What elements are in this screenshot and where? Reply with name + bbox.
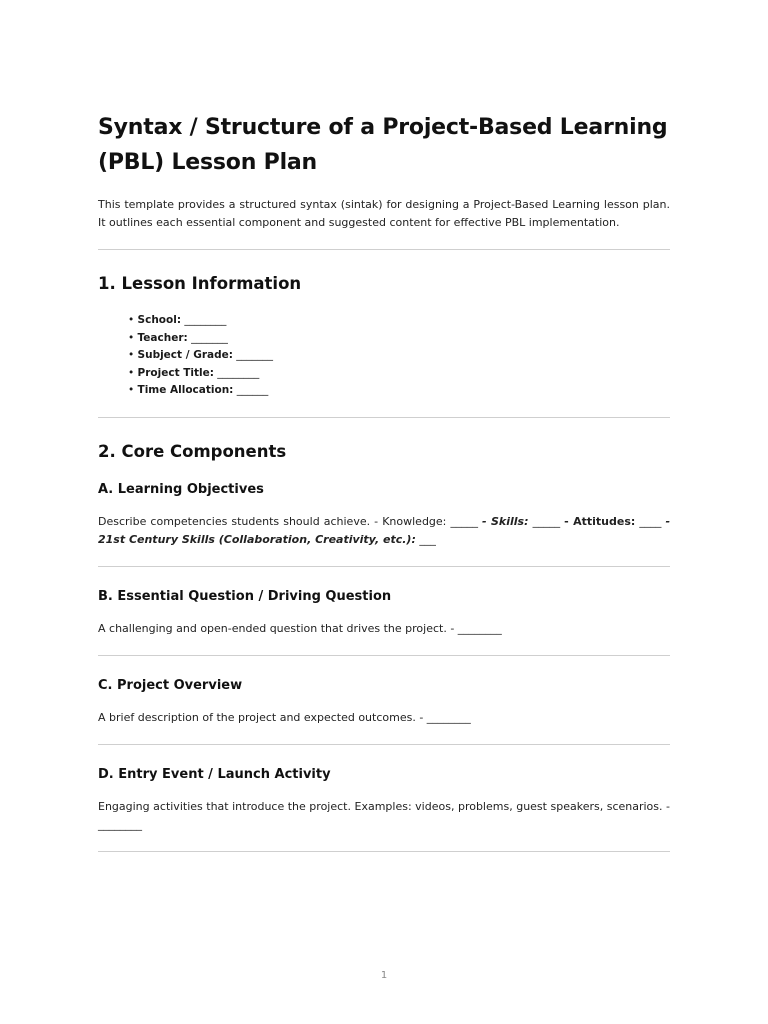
century-skills-label: - 21st Century Skills (Collaboration, Creativity, etc.): [98,514,671,546]
divider [98,249,670,250]
divider [98,744,670,745]
list-item: • Project Title: ________ [128,366,260,379]
skills-label: - Skills: [482,514,529,528]
attitudes-blank: ____ [639,514,662,528]
list-item: • Time Allocation: ______ [128,384,269,396]
item-label: Time Allocation: [137,384,234,396]
list-item: • School: ________ [128,314,227,326]
item-label: Teacher: [137,331,188,344]
lesson-information-list [128,312,670,400]
driving-question-heading: B. Essential Question / Driving Question [98,588,392,604]
skills-blank: _____ [532,514,561,528]
list-item: • Teacher: _______ [128,331,228,344]
item-label: School: [137,314,182,326]
project-overview-heading: C. Project Overview [98,677,243,693]
section-core-components-heading: 2. Core Components [98,441,287,461]
divider [98,655,670,656]
entry-event-text: Engaging activities that introduce the project. Examples: videos, problems, guest speakers, scenarios. - ________ [98,799,670,831]
divider [98,566,670,567]
learning-objectives-text [98,513,670,549]
item-label: Project Title: [137,366,214,379]
item-blank: ________ [217,366,260,379]
entry-event-heading: D. Entry Event / Launch Activity [98,766,331,782]
item-blank: ________ [184,314,227,326]
page-number: 1 [380,970,388,981]
attitudes-label: - Attitudes: [564,514,636,528]
item-blank: _______ [236,349,274,361]
century-skills-blank: ___ [419,532,436,546]
section-lesson-information-heading: 1. Lesson Information [98,274,302,293]
learning-objectives-heading: A. Learning Objectives [98,481,264,497]
intro-paragraph: This template provides a structured syntax (sintak) for designing a Project-Based Learning lesson plan. It outlines each essential component and suggested content for effective PBL implementation. [98,198,670,229]
document-title: Syntax / Structure of a Project-Based Learning (PBL) Lesson Plan [98,115,668,175]
item-blank: ______ [236,384,269,396]
project-overview-text: A brief description of the project and expected outcomes. - ________ [98,710,471,724]
item-label: Subject / Grade: [137,349,233,361]
list-item: • Subject / Grade: _______ [128,349,274,361]
divider [98,417,670,418]
item-blank: _______ [191,331,228,344]
divider [98,851,670,852]
document-page [98,110,670,852]
objectives-plain-text: Describe competencies students should achieve. - Knowledge: _____ [98,514,478,528]
driving-question-text: A challenging and open-ended question that drives the project. - ________ [98,621,502,635]
